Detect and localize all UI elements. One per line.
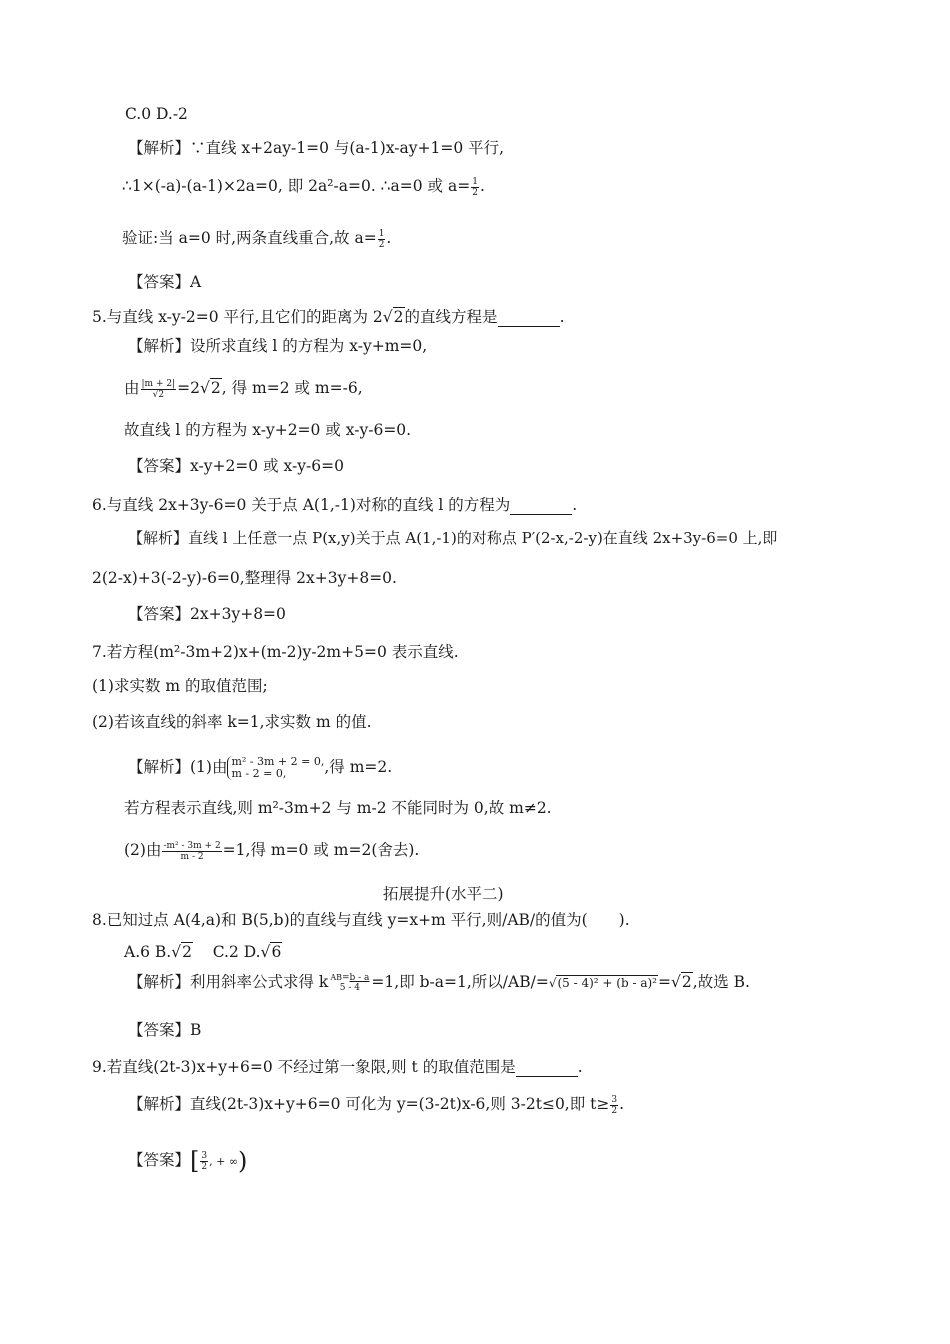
q8-options-a: A.6 B. [124,943,172,961]
q7-question: 7.若方程(m²-3m+2)x+(m-2)y-2m+5=0 表示直线. [92,643,459,661]
sqrt-symbol: √6 [260,943,282,961]
q8-analysis-a: 【解析】利用斜率公式求得 k [128,973,329,991]
section-heading: 拓展提升(水平二) [383,885,504,903]
q5-analysis-1: 【解析】设所求直线 l 的方程为 x-y+m=0, [128,337,428,355]
q7-part-1: (1)求实数 m 的取值范围; [92,677,268,695]
q4-analysis-2-text: ∴1×(-a)-(a-1)×2a=0, 即 2a²-a=0. ∴a=0 或 a= [122,177,471,195]
q8-analysis-d: ,故选 B. [692,973,750,991]
q7-analysis-1-b: ,得 m=2. [324,758,393,776]
options-c-d: C.0 D.-2 [125,105,188,123]
q7-analysis-1 [128,756,392,780]
q4-verify-text: 验证:当 a=0 时,两条直线重合,故 a= [122,229,377,247]
q9-text: 9.若直线(2t-3)x+y+6=0 不经过第一象限,则 t 的取值范围是 [92,1058,516,1076]
interval-rest: , + ∞ [209,1155,238,1168]
q5-analysis-3: 故直线 l 的方程为 x-y+2=0 或 x-y-6=0. [124,421,412,439]
answer-blank [516,1056,578,1077]
q4-answer: 【答案】A [128,273,202,291]
q7-analysis-3-a: (2)由 [124,841,162,859]
q8-answer: 【答案】B [128,1021,202,1039]
q7-analysis-3 [124,840,419,862]
q4-analysis-1: 【解析】∵直线 x+2ay-1=0 与(a-1)x-ay+1=0 平行, [128,139,505,157]
q9-analysis-text: 【解析】直线(2t-3)x+y+6=0 可化为 y=(3-2t)x-6,则 3-2t≤0,即 t≥ [128,1095,610,1113]
answer-blank [498,306,560,327]
q5-question: 5.与直线 x-y-2=0 平行,且它们的距离为 2√2的直线方程是 . [92,308,565,326]
interval-start: $\frac{3}{2}$ [201,1150,208,1172]
q9-question: 9.若直线(2t-3)x+y+6=0 不经过第一象限,则 t 的取值范围是 . [92,1058,583,1076]
fraction-three-halves: $\frac{3}{2}$ [611,1094,618,1116]
fraction-half: $\frac{1}{2}$ [472,176,478,198]
q6-question: 6.与直线 2x+3y-6=0 关于点 A(1,-1)对称的直线 l 的方程为 . [92,496,578,514]
q4-analysis-2: ∴1×(-a)-(a-1)×2a=0, 即 2a²-a=0. ∴a=0 或 a= $\frac{1}{2}$ . [122,176,485,198]
q9-answer: 【答案】[ $\frac{3}{2}$ , + ∞) [128,1147,248,1175]
q6-text: 6.与直线 2x+3y-6=0 关于点 A(1,-1)对称的直线 l 的方程为 [92,496,511,514]
q5-analysis-2 [124,378,363,400]
q6-answer: 【答案】2x+3y+8=0 [128,605,286,623]
q6-analysis-1: 【解析】直线 l 上任意一点 P(x,y)关于点 A(1,-1)的对称点 P′(2-x,-2-y)在直线 2x+3y-6=0 上,即 [128,529,778,547]
q5-analysis-2-c: , 得 m=2 或 m=-6, [221,379,363,397]
equation-system: m² - 3m + 2 = 0, m - 2 = 0, [227,756,324,780]
q9-answer-label: 【答案】 [128,1151,191,1169]
q8-options-b: C.2 D. [212,943,261,961]
sqrt-symbol: √(5 - 4)² + (b - a)² [548,976,657,990]
sqrt-symbol: √2 [382,308,404,326]
sqrt-symbol: √2 [671,973,692,991]
q7-analysis-2: 若方程表示直线,则 m²-3m+2 与 m-2 不能同时为 0,故 m≠2. [124,799,552,817]
q7-analysis-3-b: =1,得 m=0 或 m=2(舍去). [222,841,420,859]
q9-analysis: 【解析】直线(2t-3)x+y+6=0 可化为 y=(3-2t)x-6,则 3-2t≤0,即 t≥ $\frac{3}{2}$ . [128,1094,625,1116]
distance-fraction: $\frac{|m + 2|}{√2}$ [141,378,176,400]
q5-analysis-2-a: 由 [124,379,140,397]
sqrt-symbol: √2 [199,379,221,397]
fraction-half: $\frac{1}{2}$ [378,228,385,250]
q8-question: 8.已知过点 A(4,a)和 B(5,b)的直线与直线 y=x+m 平行,则/AB/的值为( ). [92,911,630,929]
q5-text-a: 5.与直线 x-y-2=0 平行,且它们的距离为 2 [92,308,383,326]
slope-kab: AB=b - a 5 - 4 [330,973,370,993]
q5-analysis-2-b: =2 [177,379,200,397]
q5-text-b: 的直线方程是 [404,308,498,326]
q6-analysis-2: 2(2-x)+3(-2-y)-6=0,整理得 2x+3y+8=0. [92,569,397,587]
sqrt-symbol: √2 [171,943,192,961]
q7-part-2: (2)若该直线的斜率 k=1,求实数 m 的值. [92,713,372,731]
q8-options [124,942,282,962]
q8-analysis-b: =1,即 b-a=1,所以/AB/= [371,973,549,991]
q4-verify: 验证:当 a=0 时,两条直线重合,故 a= $\frac{1}{2}$ . [122,228,392,250]
q8-analysis: 【解析】利用斜率公式求得 k AB=b - a 5 - 4 =1,即 b-a=1,所以/AB/=√(5 - 4)² + (b - a)²=√2,故选 B. [128,973,750,993]
answer-blank [510,494,572,515]
slope-fraction: $\frac{\text{-m² - 3m + 2}}{m - 2}$ [163,840,221,862]
q7-analysis-1-a: 【解析】(1)由 [128,758,228,776]
q5-answer: 【答案】x-y+2=0 或 x-y-6=0 [128,457,344,475]
